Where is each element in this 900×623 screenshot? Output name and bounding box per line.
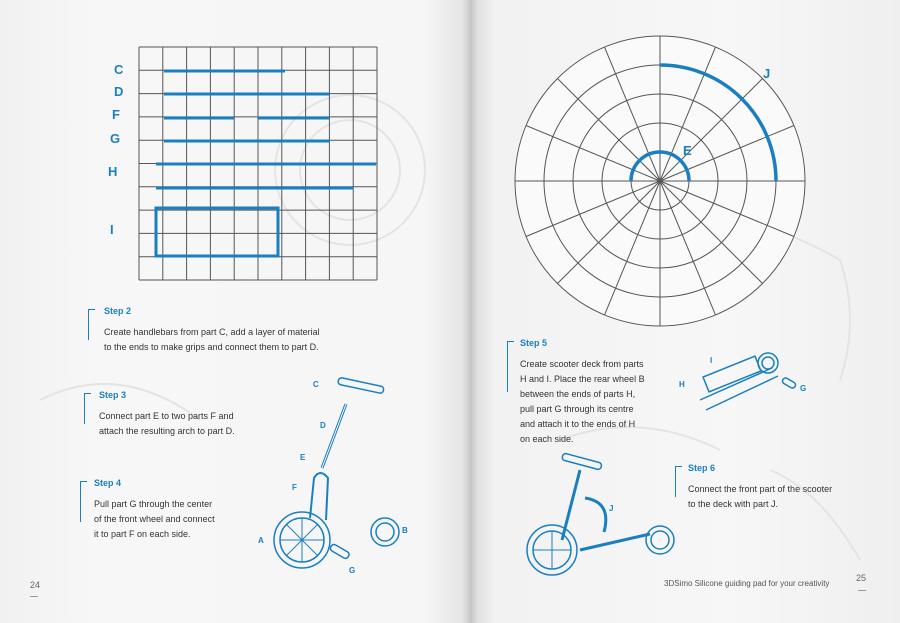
- step-3-bracket: [84, 393, 91, 424]
- circle-label-j: J: [763, 66, 771, 81]
- footer-text: 3DSimo Silicone guiding pad for your creativity: [664, 579, 830, 588]
- part-label-i: I: [710, 356, 713, 365]
- step-6: [688, 461, 832, 512]
- part-label-h: H: [679, 380, 685, 389]
- step-4-line-1: Pull part G through the center: [94, 499, 213, 509]
- step-5-bracket: [507, 341, 514, 392]
- step-5: [520, 336, 645, 447]
- grid-label-h: H: [108, 164, 118, 179]
- part-label-d: D: [320, 421, 326, 430]
- grid-label-c: C: [114, 62, 124, 77]
- full-scooter-illustration: [527, 453, 674, 575]
- step-6-line-2: to the deck with part J.: [688, 499, 779, 509]
- part-label-j: J: [609, 504, 614, 513]
- grid-label-f: F: [112, 107, 120, 122]
- step-5-line-6: on each side.: [520, 434, 574, 444]
- step-3-line-1: Connect part E to two parts F and: [99, 411, 234, 421]
- part-label-e: E: [300, 453, 306, 462]
- page-number-right-rule: [858, 590, 866, 591]
- step-2-title: Step 2: [104, 306, 132, 316]
- part-label-c: C: [313, 380, 319, 389]
- step-2: [104, 304, 320, 355]
- step-3: [99, 388, 235, 439]
- grid-label-i: I: [110, 222, 114, 237]
- step-6-title: Step 6: [688, 463, 716, 473]
- step-6-bracket: [675, 466, 682, 497]
- part-label-g-right: G: [800, 384, 807, 393]
- step-5-line-2: H and I. Place the rear wheel B: [520, 374, 645, 384]
- step-5-line-5: and attach it to the ends of H: [520, 419, 636, 429]
- part-label-b: B: [402, 526, 408, 535]
- step-4-bracket: [80, 481, 87, 522]
- step-4-line-2: of the front wheel and connect: [94, 514, 215, 524]
- step-6-line-1: Connect the front part of the scooter: [688, 484, 833, 494]
- step-5-line-1: Create scooter deck from parts: [520, 359, 644, 369]
- step-4-title: Step 4: [94, 478, 122, 488]
- step-4: [94, 476, 215, 542]
- step-5-line-4: pull part G through its centre: [520, 404, 634, 414]
- step-3-title: Step 3: [99, 390, 127, 400]
- part-i-pattern: [156, 208, 278, 256]
- step-2-line-2: to the ends to make grips and connect them to part D.: [104, 342, 319, 352]
- part-label-a: A: [258, 536, 264, 545]
- page-number-right: 25: [856, 573, 867, 583]
- grid-label-d: D: [114, 84, 124, 99]
- front-fork-illustration: [274, 377, 399, 568]
- page-number-left: 24: [30, 580, 41, 590]
- step-4-line-3: it to part F on each side.: [94, 529, 191, 539]
- step-5-line-3: between the ends of parts H,: [520, 389, 636, 399]
- step-2-line-1: Create handlebars from part C, add a layer of material: [104, 327, 320, 337]
- part-label-g: G: [349, 566, 356, 575]
- deck-assembly-illustration: [700, 353, 797, 410]
- step-5-title: Step 5: [520, 338, 548, 348]
- page-number-left-rule: [30, 596, 38, 597]
- step-2-bracket: [88, 309, 95, 340]
- circle-label-e: E: [683, 143, 692, 158]
- part-label-f: F: [292, 483, 297, 492]
- step-3-line-2: attach the resulting arch to part D.: [99, 426, 235, 436]
- grid-label-g: G: [110, 131, 121, 146]
